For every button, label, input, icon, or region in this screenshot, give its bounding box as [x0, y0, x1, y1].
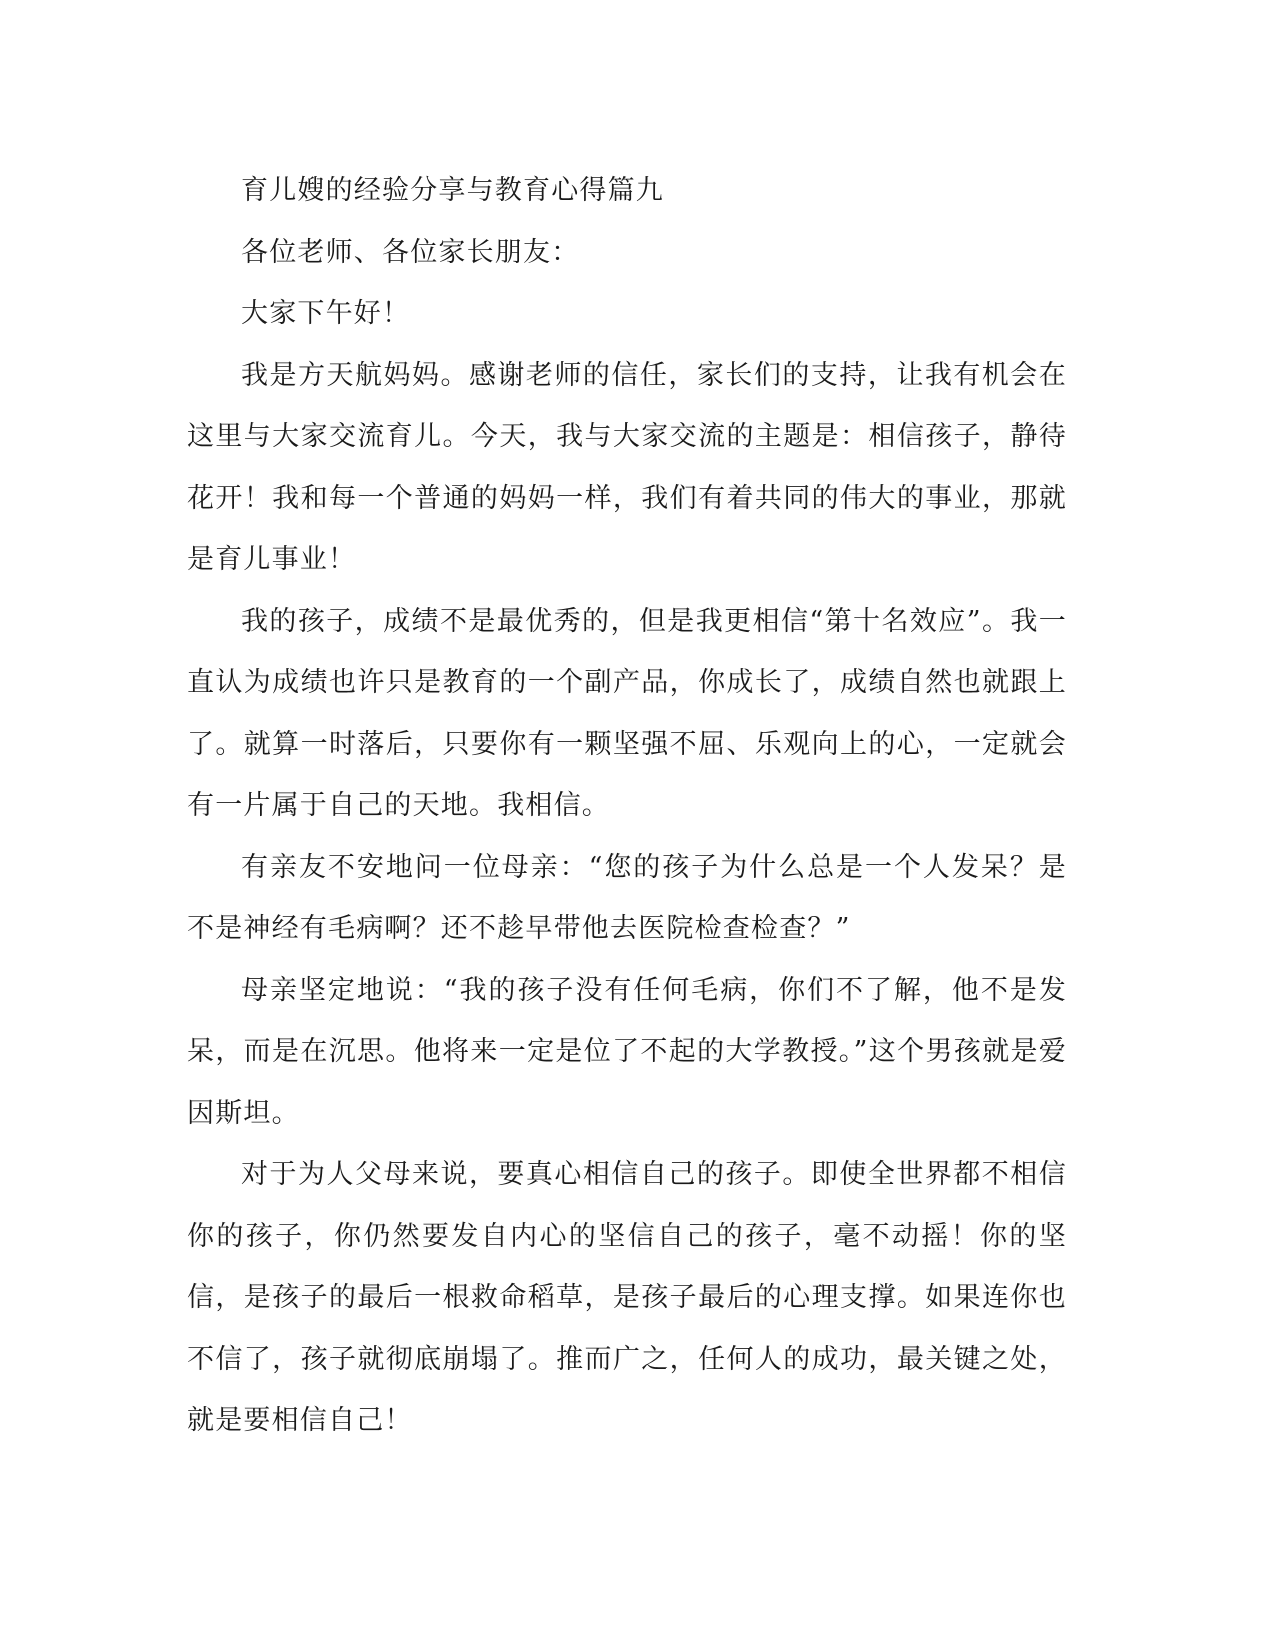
document-body [187, 160, 1067, 1452]
document-title: 育儿嫂的经验分享与教育心得篇九 [241, 175, 664, 206]
salutation-line: 大家下午好！ [241, 298, 411, 329]
paragraph-conclusion: 对于为人父母来说，要真心相信自己的孩子。即使全世界都不相信你的孩子，你仍然要发自内心的坚信自己的孩子，毫不动摇！你的坚信，是孩子的最后一根救命稻草，是孩子最后的心理支撑。如果连你也不信了，孩子就彻底崩塌了。推而广之，任何人的成功，最关键之处，就是要相信自己！ [187, 1159, 1067, 1436]
paragraph-mother-reply: 母亲坚定地说：“我的孩子没有任何毛病，你们不了解，他不是发呆，而是在沉思。他将来一定是位了不起的大学教授。”这个男孩就是爱因斯坦。 [187, 974, 1067, 1129]
paragraph-intro: 我是方天航妈妈。感谢老师的信任，家长们的支持，让我有机会在这里与大家交流育儿。今天，我与大家交流的主题是：相信孩子，静待花开！我和每一个普通的妈妈一样，我们有着共同的伟大的事业，那就是育儿事业！ [187, 359, 1067, 575]
paragraph-grades: 我的孩子，成绩不是最优秀的，但是我更相信“第十名效应”。我一直认为成绩也许只是教育的一个副产品，你成长了，成绩自然也就跟上了。就算一时落后，只要你有一颗坚强不屈、乐观向上的心，一定就会有一片属于自己的天地。我相信。 [187, 605, 1067, 821]
greeting-line: 各位老师、各位家长朋友： [241, 236, 580, 268]
paragraph-question: 有亲友不安地问一位母亲：“您的孩子为什么总是一个人发呆？是不是神经有毛病啊？还不趁早带他去医院检查检查？” [187, 851, 1067, 944]
